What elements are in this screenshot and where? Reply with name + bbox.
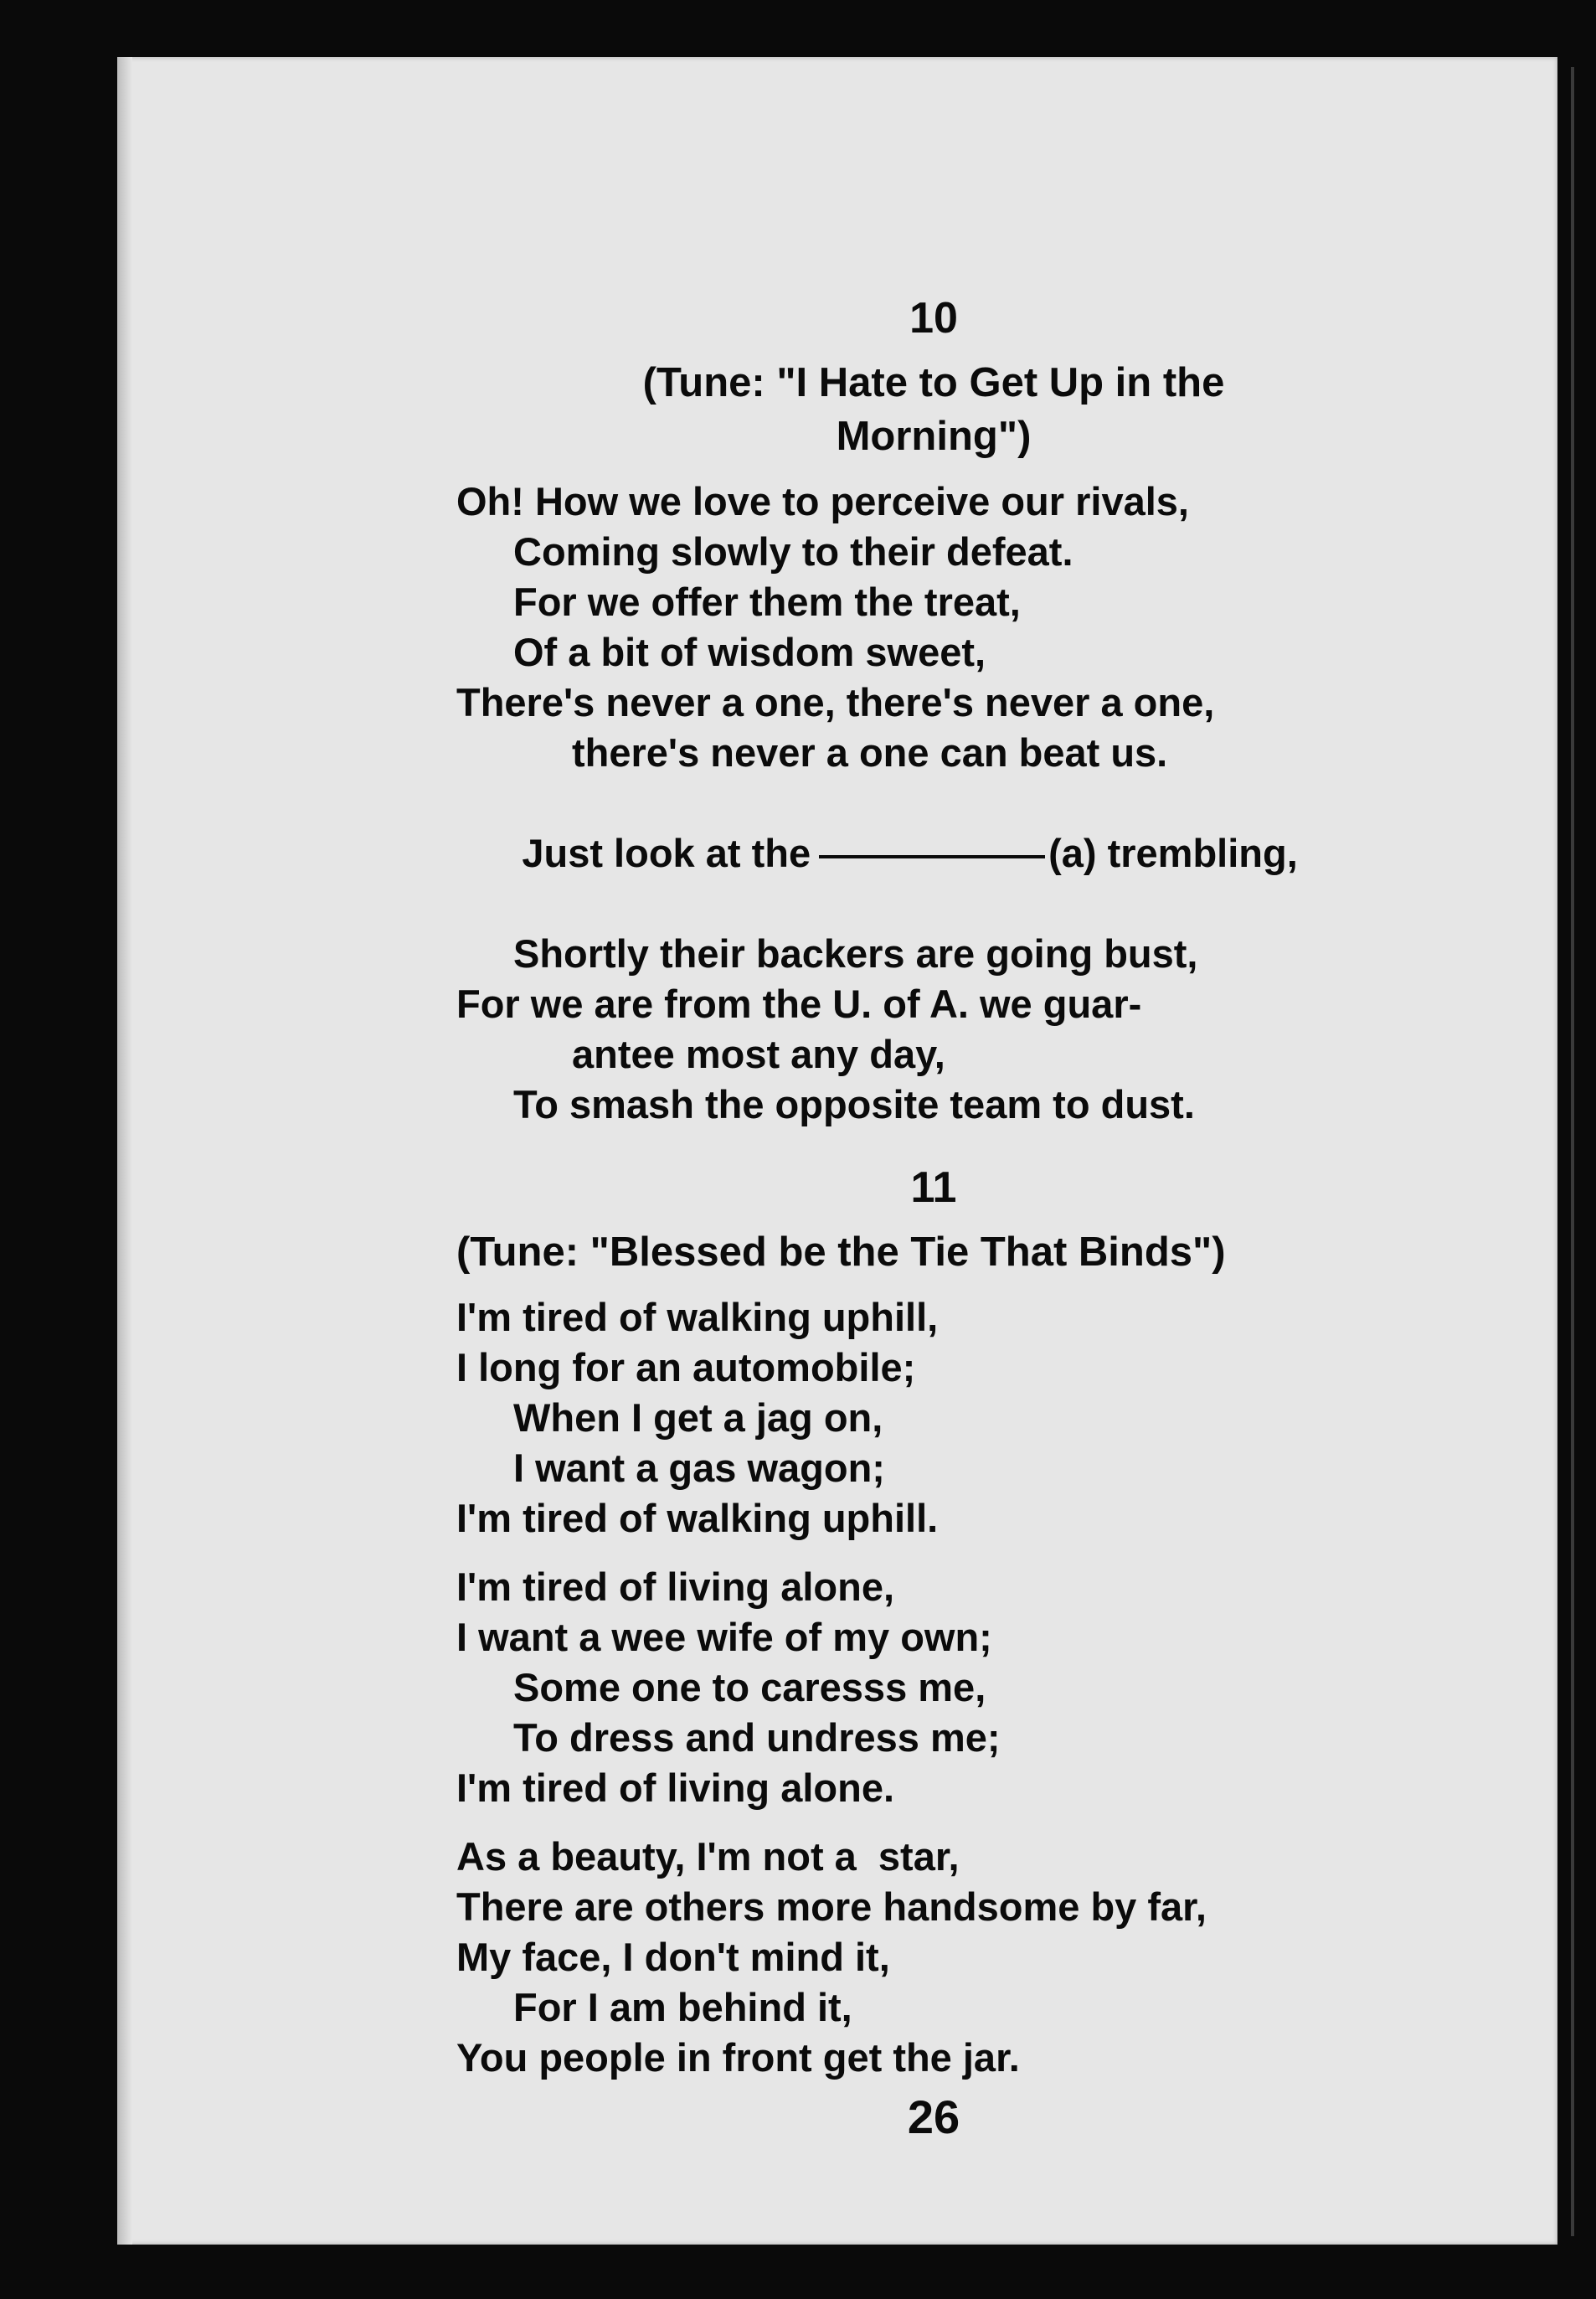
verse-line: Of a bit of wisdom sweet, bbox=[513, 630, 986, 674]
verse-line: I long for an automobile; bbox=[456, 1345, 916, 1389]
tune-line: (Tune: "I Hate to Get Up in the bbox=[642, 360, 1225, 405]
verse-line: For I am behind it, bbox=[513, 1985, 852, 2029]
verse-line: There are others more handsome by far, bbox=[456, 1884, 1207, 1929]
tune-heading bbox=[456, 356, 1411, 463]
page-edge-shadow bbox=[1571, 67, 1574, 2236]
verse-line: For we are from the U. of A. we guar- bbox=[456, 982, 1142, 1026]
verse-line: Some one to caresss me, bbox=[513, 1665, 986, 1709]
verse-line: I'm tired of walking uphill. bbox=[456, 1496, 939, 1540]
stanza bbox=[456, 1832, 1411, 2083]
verse-line: I'm tired of walking uphill, bbox=[456, 1295, 939, 1339]
verse-line: I'm tired of living alone, bbox=[456, 1564, 895, 1609]
verse bbox=[456, 477, 1411, 1130]
verse-line: Shortly their backers are going bust, bbox=[513, 931, 1198, 976]
stanza bbox=[456, 1562, 1411, 1813]
verse-line: As a beauty, I'm not a star, bbox=[456, 1834, 960, 1879]
verse-line: Coming slowly to their defeat. bbox=[513, 529, 1073, 574]
verse-text: (a) trembling, bbox=[1048, 831, 1298, 875]
verse-line: I want a gas wagon; bbox=[513, 1446, 885, 1490]
tune-line: Morning") bbox=[836, 414, 1032, 459]
verse-line: I want a wee wife of my own; bbox=[456, 1615, 992, 1659]
page-content bbox=[456, 289, 1411, 2147]
verse-line: When I get a jag on, bbox=[513, 1395, 883, 1440]
tune-heading: (Tune: "Blessed be the Tie That Binds") bbox=[456, 1229, 1226, 1275]
verse-line: To smash the opposite team to dust. bbox=[513, 1082, 1195, 1126]
verse-line: Oh! How we love to perceive our rivals, bbox=[456, 479, 1189, 523]
verse-line: For we offer them the treat, bbox=[513, 580, 1021, 624]
verse-line: To dress and undress me; bbox=[513, 1715, 1001, 1760]
verse-line: there's never a one can beat us. bbox=[572, 730, 1168, 775]
verse-line: You people in front get the jar. bbox=[456, 2035, 1020, 2080]
verse-text: Just look at the bbox=[522, 831, 811, 875]
page-binding-edge bbox=[117, 57, 132, 2245]
verse-line: antee most any day, bbox=[572, 1032, 945, 1076]
verse-line bbox=[456, 778, 1411, 929]
song-number: 11 bbox=[910, 1163, 957, 1212]
fill-in-blank bbox=[819, 855, 1045, 858]
song-number: 10 bbox=[909, 294, 958, 343]
page-number: 26 bbox=[907, 2090, 960, 2143]
verse-line: My face, I don't mind it, bbox=[456, 1935, 890, 1979]
verse-line: There's never a one, there's never a one, bbox=[456, 680, 1215, 724]
stanza bbox=[456, 1292, 1411, 1544]
verse-line: I'm tired of living alone. bbox=[456, 1765, 895, 1810]
